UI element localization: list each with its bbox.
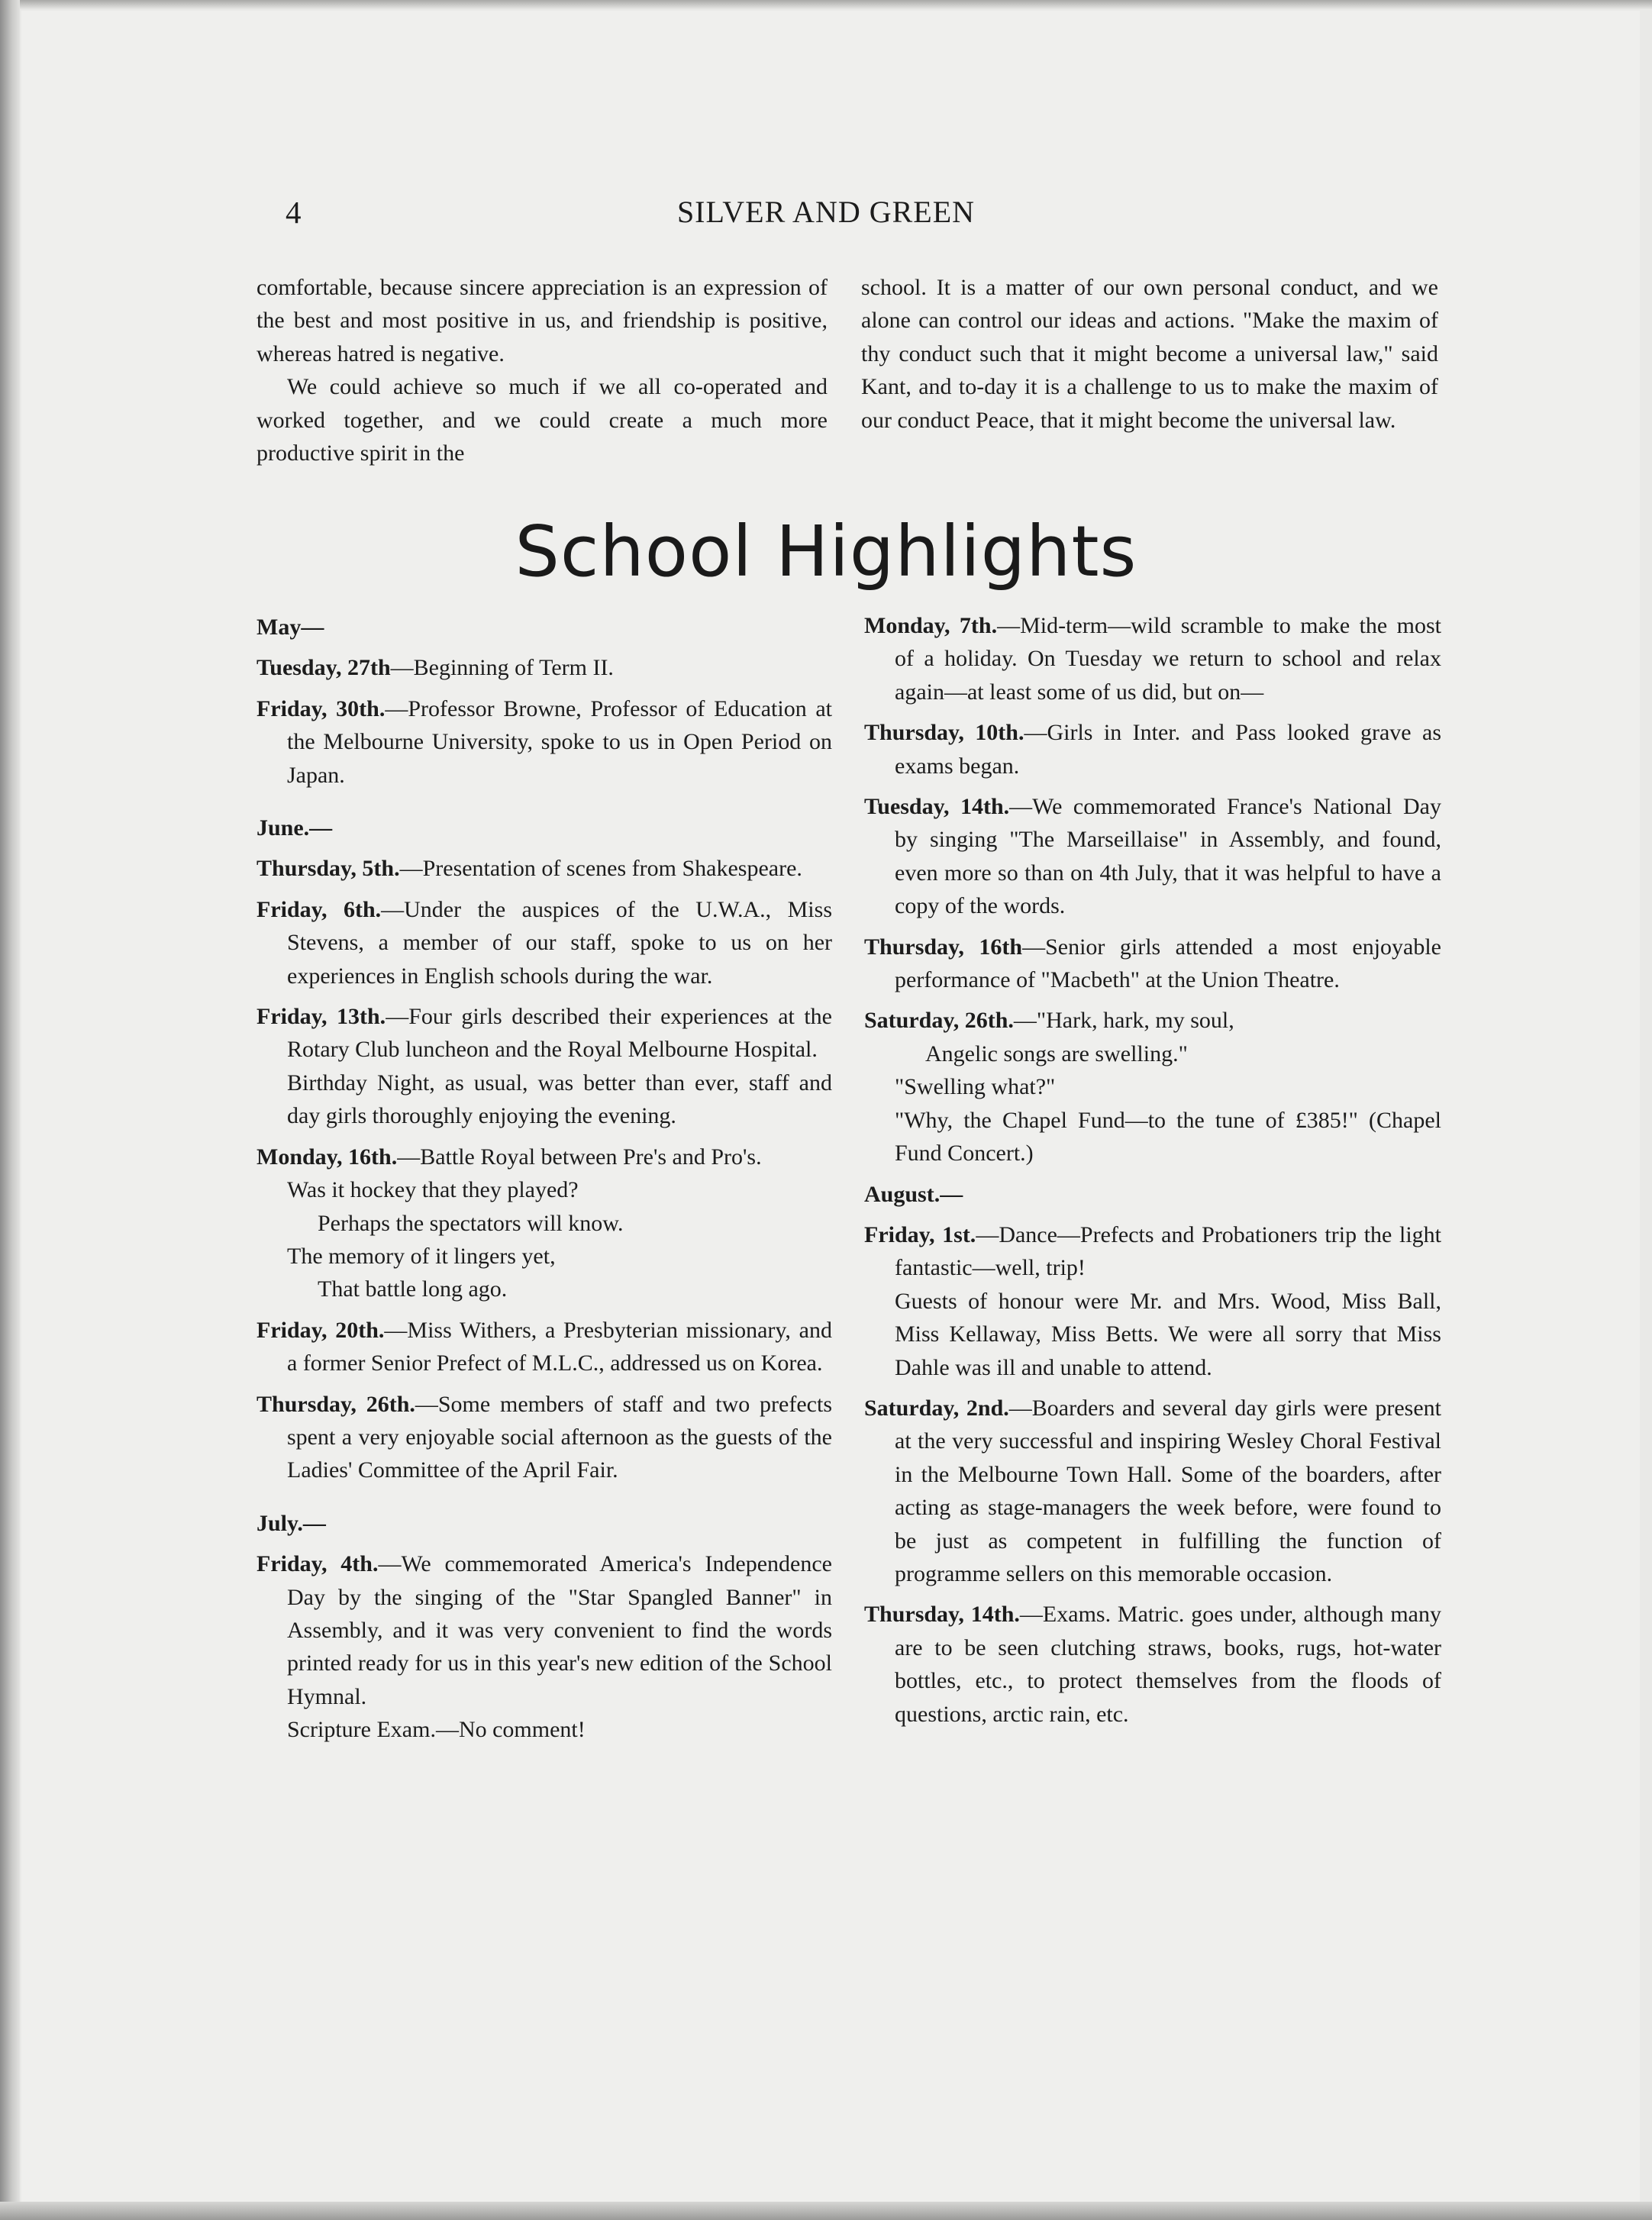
entry-text: —Beginning of Term II. <box>390 655 614 681</box>
scan-top-edge <box>0 0 1652 9</box>
entry-date: Tuesday, 14th. <box>864 794 1010 820</box>
month-heading: August.— <box>864 1181 963 1207</box>
diary-entry <box>864 1598 1441 1731</box>
entry-date: Friday, 20th. <box>257 1317 385 1343</box>
entry-continuation: Birthday Night, as usual, was better than ever, staff and day girls thoroughly enjoying the evening. <box>287 1070 832 1129</box>
highlights-right-column <box>864 609 1441 1738</box>
diary-entry <box>257 692 832 792</box>
entry-text: —We commemorated America's Independence Day by the singing of the "Star Spangled Banner" in Assembly, and it was very convenient to find the words printed ready for us in this year's new edition of the School Hymnal. <box>287 1551 832 1709</box>
diary-entry <box>257 1547 832 1713</box>
month-heading: July.— <box>257 1510 326 1536</box>
diary-entry <box>864 716 1441 782</box>
entry-continuation: Guests of honour were Mr. and Mrs. Wood, Miss Ball, Miss Kellaway, Miss Betts. We were all sorry that Miss Dahle was ill and unable to attend. <box>895 1288 1441 1380</box>
entry-text: —Girls in Inter. and Pass looked grave as exams began. <box>895 720 1441 779</box>
entry-text: —Battle Royal between Pre's and Pro's. <box>397 1144 762 1170</box>
scan-left-edge <box>0 0 20 2220</box>
entry-date: Tuesday, 27th <box>257 655 391 681</box>
intro-paragraph: school. It is a matter of our own personal conduct, and we alone can control our ideas and actions. "Make the maxim of thy conduct such that it might become a universal law," said Kant, and to-day it is a challenge to us to make the maxim of our conduct Peace, that it might become the universal law. <box>861 275 1438 433</box>
scan-bottom-edge <box>0 2202 1652 2220</box>
diary-entry <box>864 1218 1441 1285</box>
entry-text: —Professor Browne, Professor of Education at the Melbourne University, spoke to us in Open Period on Japan. <box>287 695 832 788</box>
entry-text: —Presentation of scenes from Shakespeare. <box>399 856 802 882</box>
entry-date: Thursday, 10th. <box>864 720 1024 746</box>
poem-line: Was it hockey that they played? <box>287 1177 579 1203</box>
entry-text: —Boarders and several day girls were present at the very successful and inspiring Wesley Choral Festival in the Melbourne Town Hall. Some of the boarders, after acting as stage-managers the week before, were found to be just as competent in fulfilling the function of programme sellers on this memorable occasion. <box>895 1395 1442 1586</box>
intro-left-column <box>257 271 828 469</box>
entry-date: Thursday, 5th. <box>257 856 400 882</box>
month-heading: June.— <box>257 815 333 841</box>
entry-continuation: "Why, the Chapel Fund—to the tune of £385!" (Chapel Fund Concert.) <box>895 1107 1441 1166</box>
entry-date: Saturday, 2nd. <box>864 1395 1009 1421</box>
poem-line: The memory of it lingers yet, <box>287 1243 556 1269</box>
entry-text: —Senior girls attended a most enjoyable performance of "Macbeth" at the Union Theatre. <box>895 934 1441 993</box>
entry-text: —Miss Withers, a Presbyterian missionary, and a former Senior Prefect of M.L.C., addressed us on Korea. <box>287 1317 832 1376</box>
entry-continuation: Scripture Exam.—No comment! <box>287 1717 586 1743</box>
entry-date: Friday, 1st. <box>864 1221 976 1247</box>
diary-entry <box>864 609 1441 708</box>
entry-continuation: Angelic songs are swelling." <box>925 1041 1188 1066</box>
intro-right-column <box>861 271 1438 437</box>
poem <box>257 1173 832 1306</box>
intro-paragraph: comfortable, because sincere appreciation is an expression of the best and most positive in us, and friendship is positive, whereas hatred is negative. <box>257 275 828 366</box>
intro-paragraph: We could achieve so much if we all co-operated and worked together, and we could create a much more productive spirit in the <box>257 374 828 466</box>
entry-date: Saturday, 26th. <box>864 1008 1014 1034</box>
diary-entry <box>257 1141 832 1173</box>
highlights-left-column <box>257 609 832 1747</box>
diary-entry <box>257 1388 832 1487</box>
entry-text: —Under the auspices of the U.W.A., Miss Stevens, a member of our staff, spoke to us on her experiences in English schools during the war. <box>287 896 832 989</box>
entry-date: Friday, 4th. <box>257 1551 379 1577</box>
page-number: 4 <box>286 195 302 230</box>
running-head <box>0 194 1652 237</box>
month-heading: May— <box>257 615 324 640</box>
diary-entry <box>864 931 1441 997</box>
entry-text: —Exams. Matric. goes under, although many are to be seen clutching straws, books, rugs, hot-water bottles, etc., to protect themselves from the floods of questions, arctic rain, etc. <box>895 1602 1441 1727</box>
journal-title: SILVER AND GREEN <box>676 195 976 229</box>
poem-line: Perhaps the spectators will know. <box>318 1210 624 1236</box>
entry-date: Friday, 13th. <box>257 1004 386 1030</box>
entry-text: —We commemorated France's National Day by singing "The Marseillaise" in Assembly, and found, even more so than on 4th July, that it was helpful to have a copy of the words. <box>895 794 1441 919</box>
entry-text: —Four girls described their experiences at the Rotary Club luncheon and the Royal Melbourne Hospital. <box>287 1004 832 1063</box>
section-title: School Highlights <box>515 511 1137 592</box>
entry-date: Thursday, 14th. <box>864 1602 1020 1628</box>
diary-entry <box>257 651 832 684</box>
diary-entry <box>257 1000 832 1066</box>
entry-continuation: "Swelling what?" <box>895 1074 1056 1100</box>
entry-date: Friday, 30th. <box>257 695 386 721</box>
entry-text: —"Hark, hark, my soul, <box>1013 1008 1234 1034</box>
entry-date: Friday, 6th. <box>257 896 382 922</box>
poem-line: That battle long ago. <box>318 1276 508 1302</box>
entry-text: —Some members of staff and two prefects spent a very enjoyable social afternoon as the guests of the Ladies' Committee of the April Fair. <box>287 1391 832 1483</box>
entry-date: Thursday, 26th. <box>257 1391 415 1417</box>
diary-entry <box>257 1314 832 1380</box>
entry-text: —Dance—Prefects and Probationers trip the light fantastic—well, trip! <box>895 1221 1441 1281</box>
diary-entry <box>864 1004 1441 1037</box>
diary-entry <box>257 852 832 885</box>
diary-entry <box>257 893 832 992</box>
entry-date: Thursday, 16th <box>864 934 1023 960</box>
diary-entry <box>864 1392 1441 1590</box>
entry-date: Monday, 16th. <box>257 1144 398 1170</box>
entry-date: Monday, 7th. <box>864 613 998 638</box>
entry-text: —Mid-term—wild scramble to make the most of a holiday. On Tuesday we return to school and relax again—at least some of us did, but on— <box>895 613 1441 705</box>
diary-entry <box>864 790 1441 923</box>
